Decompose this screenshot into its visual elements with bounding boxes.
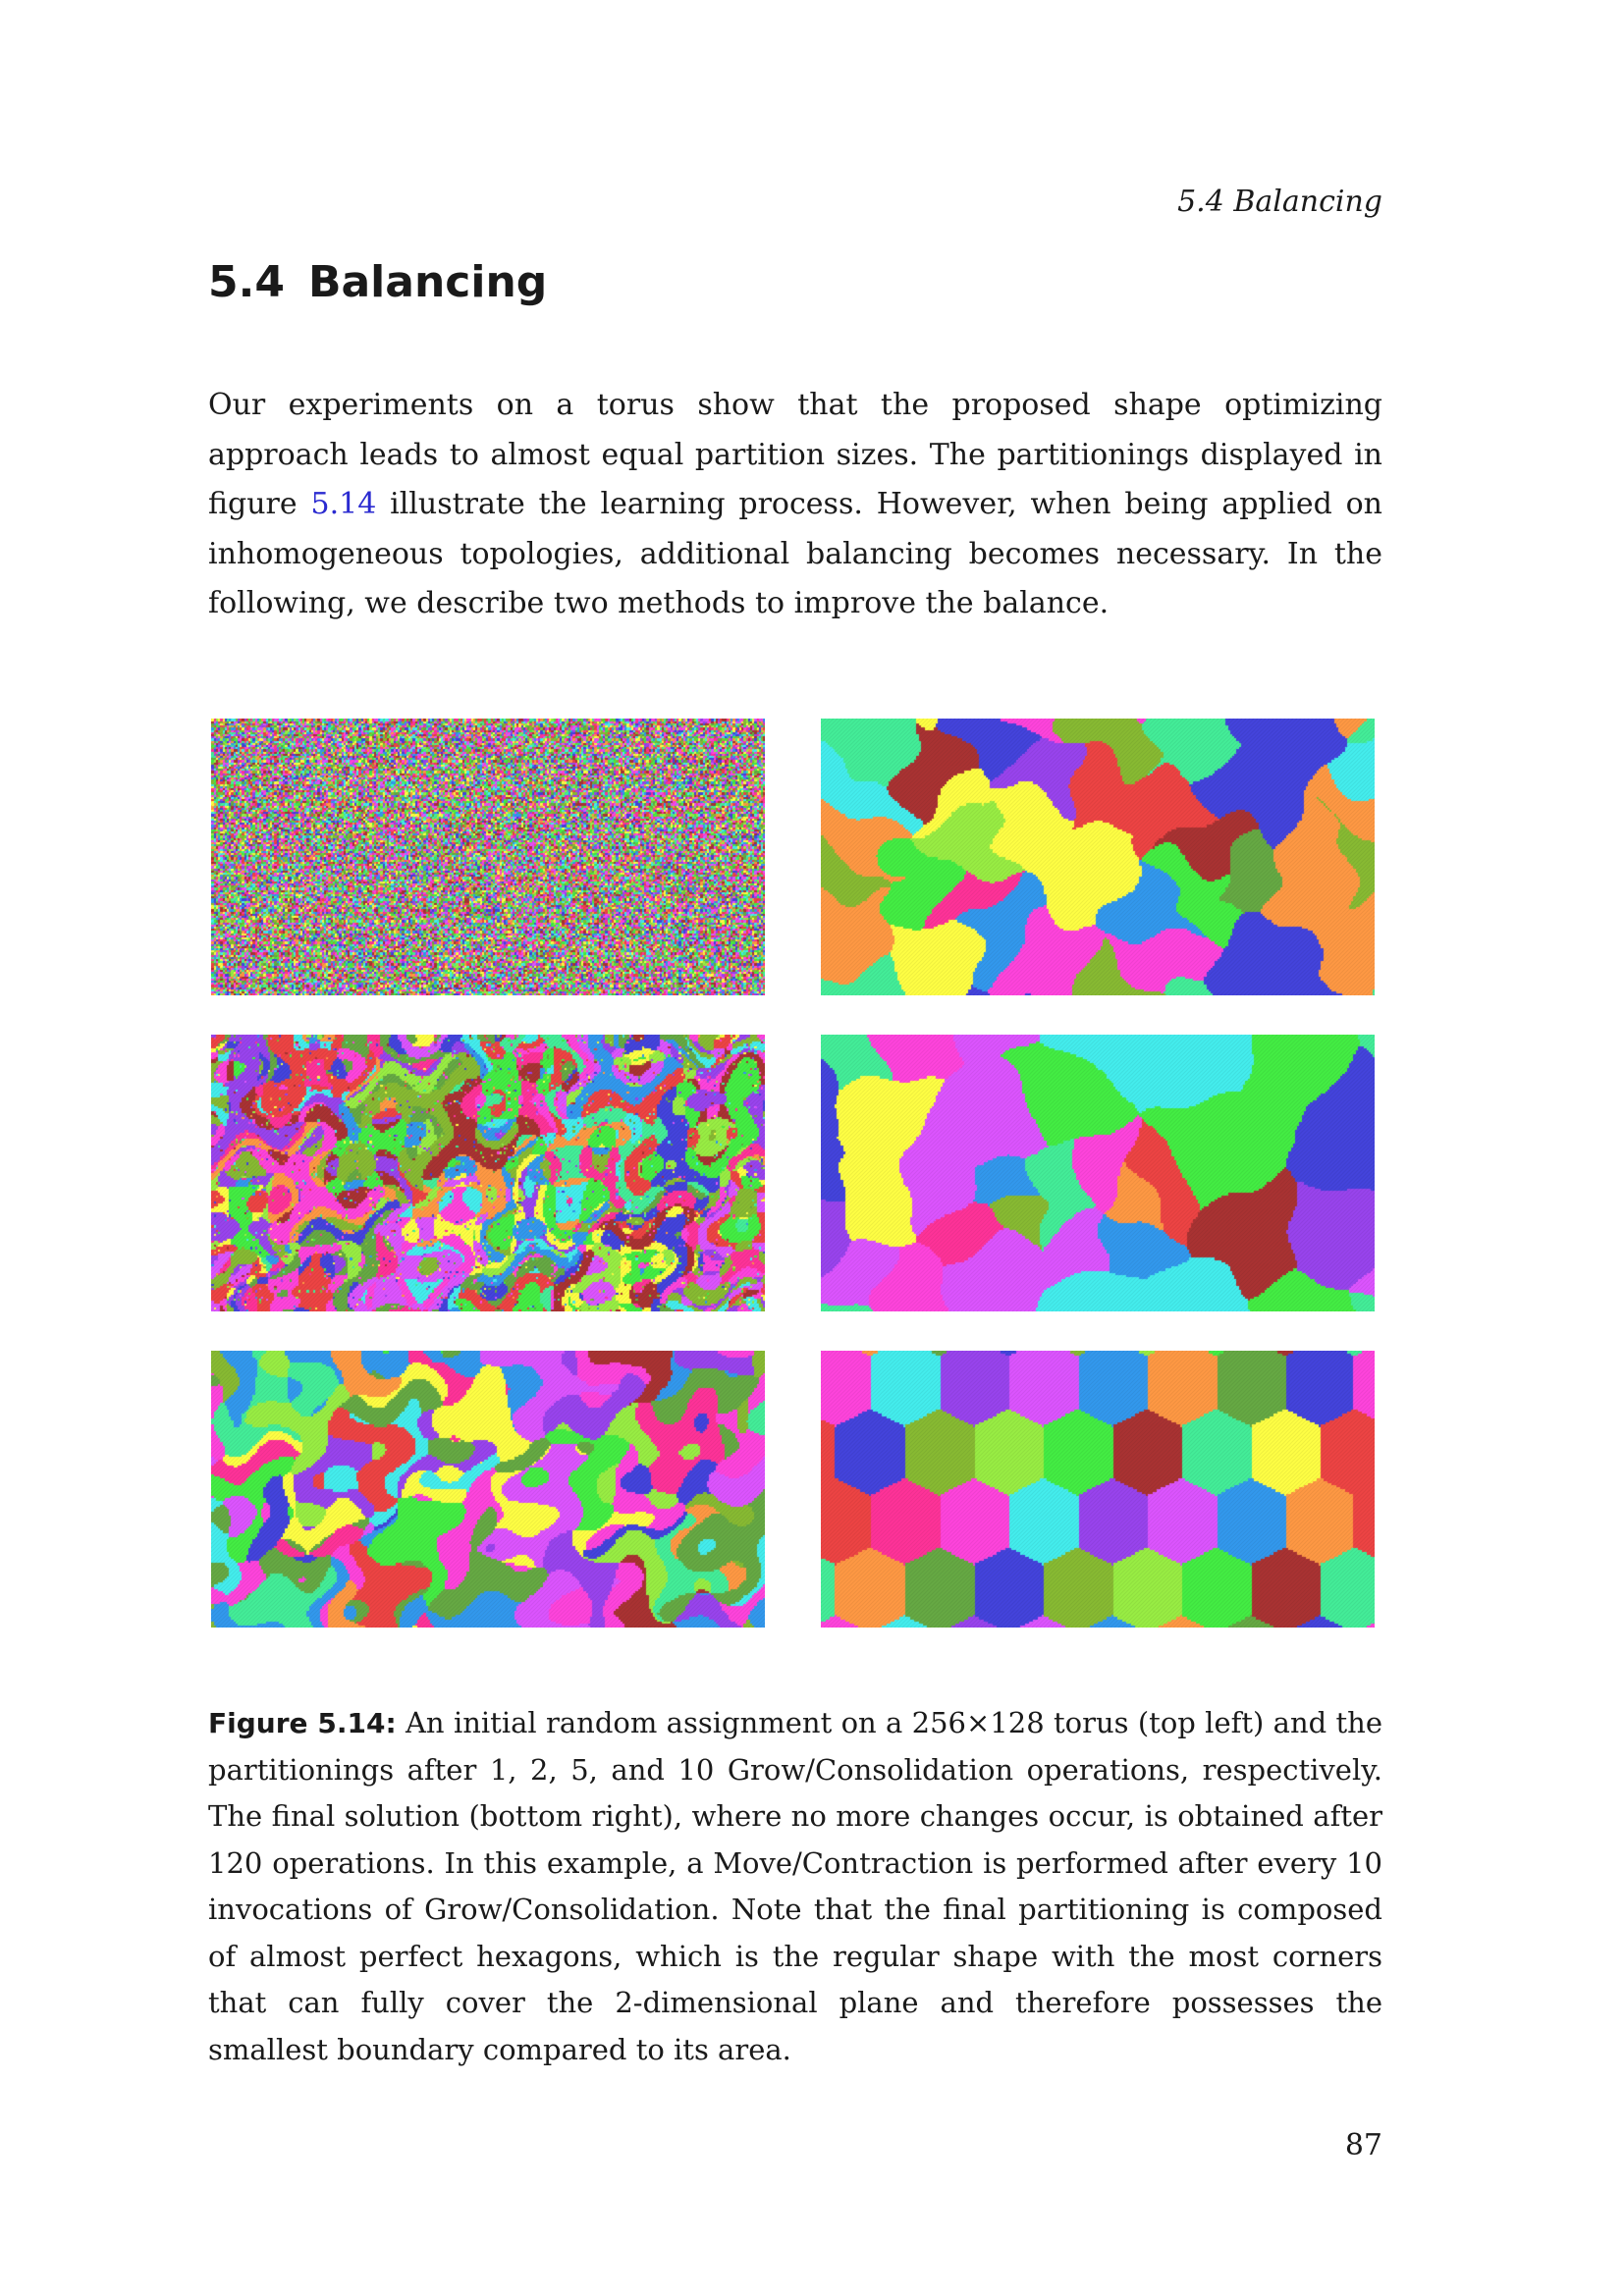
body-text-part1: Our experiments on a torus show that the proposed shape optimizing approach leads to almost equal partition sizes. The partitionings displayed in figure (208, 388, 1382, 521)
section-heading (208, 257, 547, 307)
running-header: 5.4 Balancing (1177, 185, 1382, 219)
figure-caption (208, 1700, 1382, 2073)
figure-caption-text: An initial random assignment on a 256×128 torus (top left) and the partitionings after 1, 2, 5, and 10 Grow/Consolidation operations, respectively. The final solution (bottom right), where no more changes occur, is obtained after 120 operations. In this example, a Move/Contraction is performed after every 10 invocations of Grow/Consolidation. Note that the final partitioning is composed of almost perfect hexagons, which is the regular shape with the most corners that can fully cover the 2-dimensional plane and therefore possesses the smallest boundary compared to its area. (208, 1706, 1383, 2066)
panel-initial-random (211, 719, 765, 995)
panel-after-5 (821, 719, 1375, 995)
body-paragraph (208, 381, 1382, 629)
section-title: Balancing (307, 257, 548, 307)
figure-reference-link[interactable]: 5.14 (310, 487, 377, 521)
panel-after-1 (211, 1035, 765, 1311)
panel-after-2 (211, 1351, 765, 1628)
section-number: 5.4 (208, 257, 285, 307)
page-number: 87 (1344, 2128, 1382, 2163)
panel-after-10 (821, 1035, 1375, 1311)
panel-final-hexagons (821, 1351, 1375, 1628)
body-text-part2: illustrate the learning process. However, when being applied on inhomogeneous topologies, additional balancing becomes necessary. In the following, we describe two methods to improve the balance. (208, 487, 1382, 620)
figure-caption-label: Figure 5.14: (208, 1707, 397, 1739)
